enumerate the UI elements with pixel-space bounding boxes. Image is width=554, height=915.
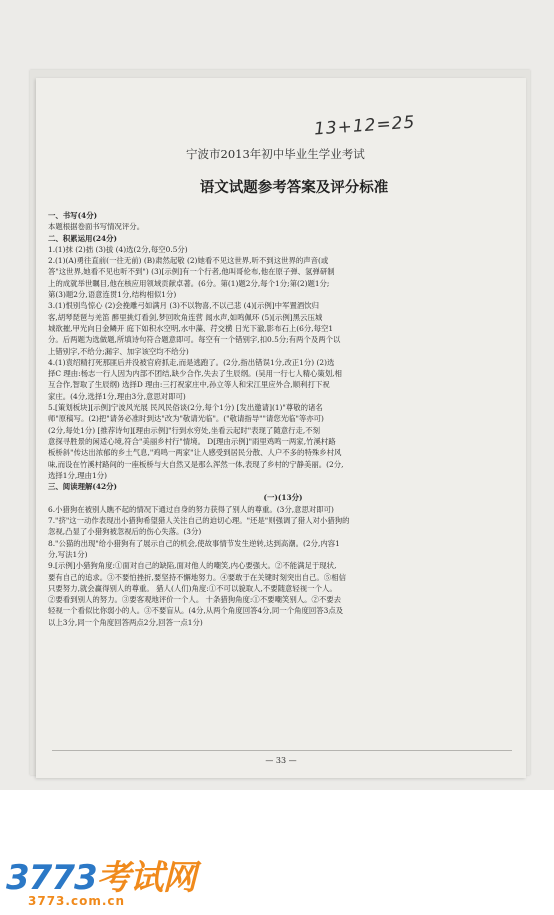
answer-line: 5.[策划板块][示例]宁波风光展 民风民俗谈(2分,每个1分) [发出邀请](1)"尊敬的诸名 (48, 403, 323, 413)
answer-line: 择C 理由:杨志一行人因为内部不团结,缺少合作,失去了生辰纲。(吴用一行七人精心策划,相 (48, 369, 342, 379)
answer-line: 二、积累运用(24分) (48, 233, 118, 243)
answer-line: 互合作,智取了生辰纲) 选择D 理由:三打祝家庄中,孙立等人和宋江里应外合,顺利打下祝 (48, 380, 330, 390)
answer-line: 意探寻胜景的闲适心境,符合"美丽乡村行"情境。 D[理由示例]"雨里鸡鸣一两家,竹溪村路 (48, 436, 336, 446)
answer-line: 三、阅读理解(42分) (48, 482, 118, 492)
answer-line: 2.(1)(A)勇往直前(一往无前) (B)肃然起敬 (2)她看不见这世界,听不到这世界的声音(或 (48, 256, 329, 266)
answer-line: 8."公猫的出现"给小猎狗有了展示自己的机会,使故事情节发生逆转,达到高潮。(2分,内容1 (48, 538, 340, 548)
site-logo (6, 850, 196, 899)
answer-line: 上的成就举世瞩目,他在核应用领域贡献卓著。(6分。第(1)题2分,每个1分;第(2)题1分; (48, 278, 330, 288)
answer-line: (一)(13分) (263, 493, 303, 503)
handwritten-note: 13+12=25 (313, 112, 416, 140)
answer-line: 忽视,凸显了小猎狗被忽视后的伤心失落。(3分) (48, 527, 202, 537)
answer-line: 9.[示例]小猎狗角度:①面对自己的缺陷,面对他人的嘲笑,内心要强大。②不能满足于现状, (48, 561, 337, 571)
answer-line: 1.(1)抹 (2)拙 (3)拔 (4)选(2分,每空0.5分) (48, 244, 188, 254)
answer-line: 4.(1)袁绍精打死那匪后并没被官府抓走,而是逃跑了。(2分,指出错误1分,改正1分) (2)选 (48, 357, 335, 367)
answer-line: 师"原稿写。(2)把"请务必准时到达"改为"敬请光临"。("敬请指导""请您光临"等亦可) (48, 414, 324, 424)
answer-line: 要有自己的追求。③不要怕挫折,要坚持不懈地努力。④要敢于在关键时刻突出自己。⑤相信 (48, 572, 346, 582)
answer-line: 3.(1)恨别鸟惊心 (2)会挽雕弓如满月 (3)不以物喜,不以己悲 (4)[示例]中军置酒饮归 (48, 301, 320, 311)
answer-line: 分。后两题为选做题,所填诗句符合题意即可。每空有一个错别字,扣0.5分;有两个及两个以 (48, 335, 341, 345)
answer-line: 轻视一个看似比你弱小的人。③不要盲从。(4分,从两个角度回答4分,同一个角度回答3点及 (48, 606, 344, 616)
answer-line: ②要看到别人的努力。③要客观地评价一个人。 十条猎狗角度:①不要嘲笑别人。②不要去 (48, 595, 342, 605)
answer-line: (2分,每处1分) [推荐诗句][理由示例]"行到水穷处,坐看云起时"表现了随意行走,不刻 (48, 425, 321, 435)
answer-body (48, 210, 518, 628)
answer-line: 分,写法1分) (48, 549, 88, 559)
answer-line: 6.小猎狗在被别人瞧不起的情况下通过自身的努力获得了别人的尊重。(3分,意思对即可) (48, 504, 334, 514)
site-domain: 3773.com.cn (28, 894, 126, 908)
answer-line: 一、书写(4分) (48, 211, 98, 220)
answer-line: 只要努力,就会赢得别人的尊重。 猎人(人们)角度:①不可以貌取人,不要随意轻视一个人。 (48, 583, 337, 593)
answer-line: 味,而设在竹溪村路间的一座板桥与大自然又是那么浑然一体,表现了乡村的宁静美丽。(2分, (48, 459, 344, 469)
document-title: 语文试题参考答案及评分标准 (199, 179, 389, 196)
answer-line: 以上3分,同一个角度回答两点2分,回答一点1分) (48, 617, 203, 627)
logo-digits: 3773 (6, 858, 97, 898)
answer-line: 上错别字,不给分;漏字、加字该空均不给分) (48, 346, 189, 356)
answer-line: 7."挤"这一动作表现出小猎狗希望猎人关注自己的迫切心理。"还是"则强调了猎人对小猎狗的 (48, 516, 350, 526)
answer-line: 家庄。(4分,选择1分,理由3分,意思对即可) (48, 391, 186, 401)
answer-line: 客,胡琴琵琶与羌笛 醉里挑灯看剑,梦回吹角连营 闻水声,如鸣佩环 (5)[示例]黑云压城 (48, 312, 323, 322)
answer-line: 本题根据卷面书写情况评分。 (48, 222, 145, 232)
answer-line: 答"这世界,她看不见也听不到") (3)[示例]有一个行者,他叫哥伦布,他在原子弹、氢弹研制 (48, 267, 335, 277)
page-number: — 33 — (265, 756, 297, 765)
exam-name: 宁波市2013年初中毕业生学业考试 (186, 147, 365, 161)
divider (52, 750, 512, 751)
answer-line: 第(3)题2分,语意连贯1分,结构相似1分) (48, 290, 177, 300)
logo-chinese: 考试网 (96, 858, 196, 898)
answer-line: 选择1分,理由1分) (48, 470, 107, 480)
answer-line: 城欲摧,甲光向日金鳞开 庭下如积水空明,水中藻、荇交横 日光下澈,影布石上(6分,每空1 (48, 323, 334, 333)
answer-line: 板桥斜"传达出浓郁的乡土气息,"鸡鸣一两家"让人感受到居民分散、人户不多的特殊乡村风 (48, 448, 342, 458)
answer-sheet (36, 78, 526, 778)
